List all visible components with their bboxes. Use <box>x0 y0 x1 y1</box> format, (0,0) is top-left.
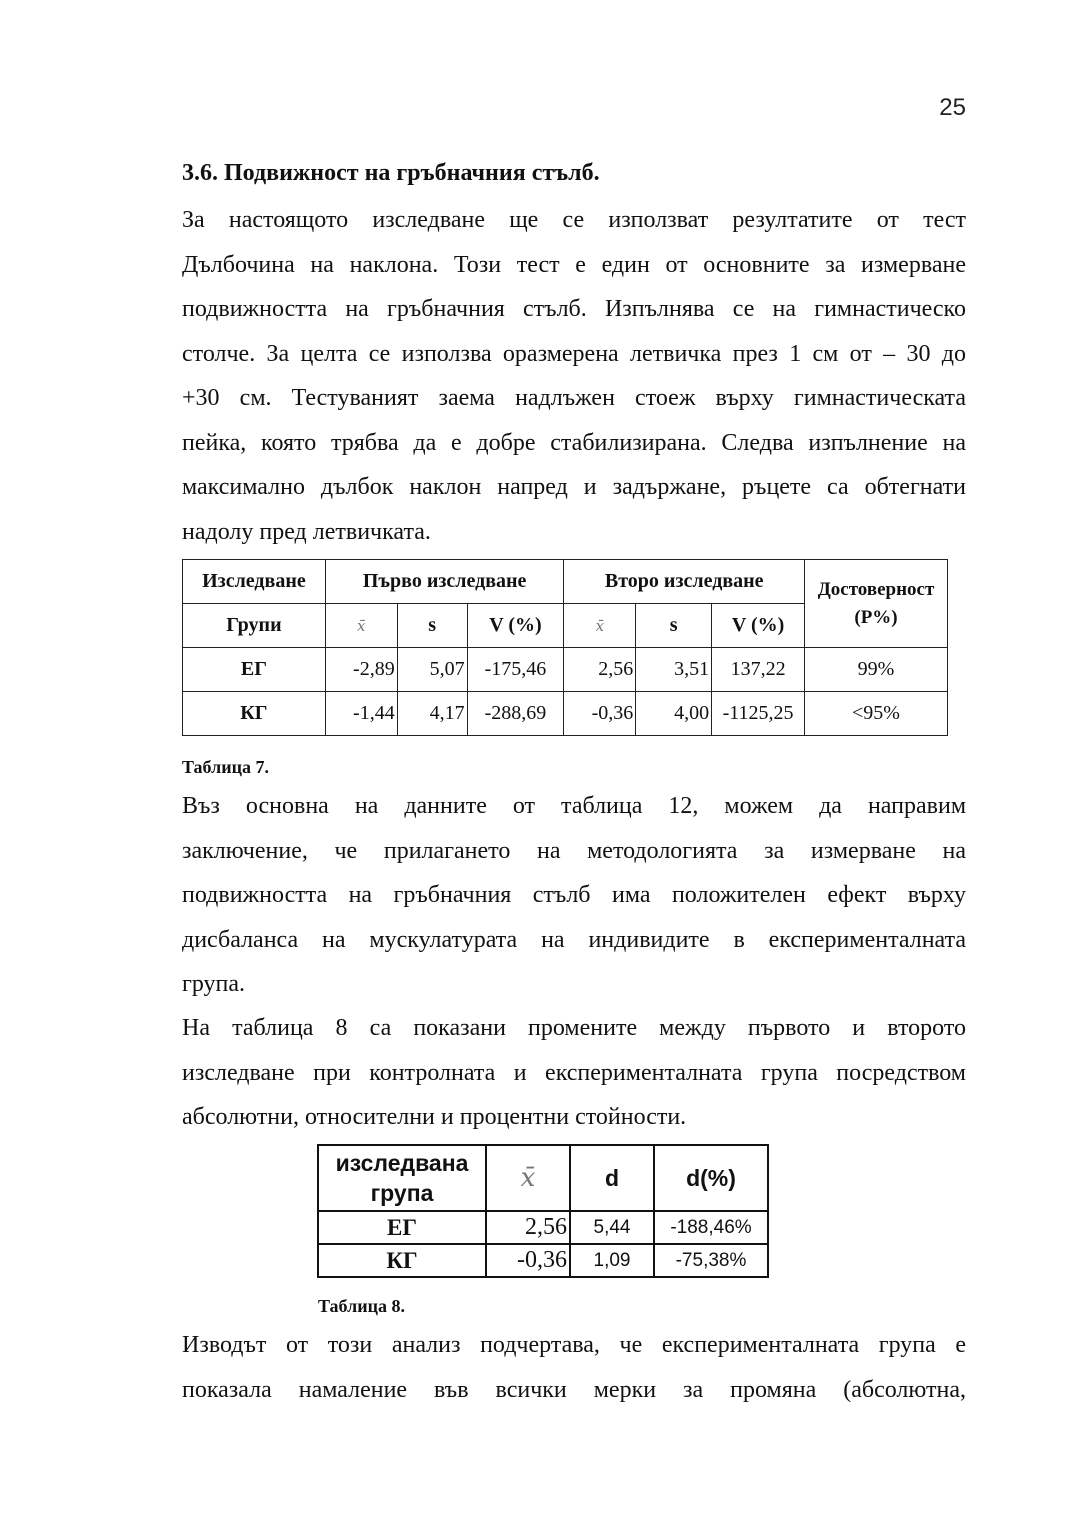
header-reliability: Достоверност (Р%) <box>805 560 948 648</box>
value-cell: -288,69 <box>467 692 564 736</box>
paragraph-test-description <box>182 198 966 554</box>
paragraph-conclusion <box>182 784 966 1007</box>
text-line: пейка, която трябва да е добре стабилизирана. Следва изпълнение на <box>182 429 966 456</box>
table-7-caption: Таблица 7. <box>182 757 269 777</box>
table-8-caption: Таблица 8. <box>318 1296 405 1316</box>
text-line: подвижността на гръбначния стълб има положителен ефект върху <box>182 882 966 908</box>
header-v: V (%) <box>467 604 564 648</box>
value-cell: -75,38% <box>654 1244 768 1277</box>
table-row <box>183 648 948 692</box>
text-line: надолу пред летвичката. <box>182 518 431 545</box>
text-line: група. <box>182 971 246 997</box>
value-cell: 4,17 <box>397 692 467 736</box>
text-line: показала намаление във всички мерки за промяна (абсолютна, <box>182 1376 966 1403</box>
page-number: 25 <box>939 94 966 121</box>
group-cell: КГ <box>183 692 326 736</box>
value-cell: -2,89 <box>325 648 397 692</box>
text-line: изследване при контролната и експерименталната група посредством <box>182 1059 966 1086</box>
value-cell: 5,44 <box>570 1211 654 1244</box>
table-7 <box>182 559 948 736</box>
table-row <box>183 692 948 736</box>
value-cell: 137,22 <box>712 648 805 692</box>
header-d-percent: d(%) <box>654 1145 768 1211</box>
text-line: +30 см. Тестуваният заема надлъжен стоеж върху гимнастическата <box>182 385 966 411</box>
header-v: V (%) <box>712 604 805 648</box>
header-groups: Групи <box>183 604 326 648</box>
group-cell: ЕГ <box>183 648 326 692</box>
mean-symbol: x̄ <box>520 1163 536 1193</box>
table-row <box>318 1211 768 1244</box>
text-line: столче. За целта се използва оразмерена летвичка през 1 см от – 30 до <box>182 340 966 367</box>
value-cell: -0,36 <box>486 1244 570 1277</box>
header-s: s <box>397 604 467 648</box>
text-line: дисбаланса на мускулатурата на индивидите в експерименталната <box>182 926 966 953</box>
value-cell: 1,09 <box>570 1244 654 1277</box>
header-study: Изследване <box>183 560 326 604</box>
text-line: За настоящото изследване ще се използват резултатите от тест <box>182 207 966 233</box>
value-cell: -1125,25 <box>712 692 805 736</box>
value-cell: 2,56 <box>486 1211 570 1244</box>
text-line: Изводът от този анализ подчертава, че експерименталната група е <box>182 1332 966 1358</box>
value-cell: 3,51 <box>636 648 712 692</box>
value-cell: <95% <box>805 692 948 736</box>
mean-symbol: x̄ <box>595 617 605 635</box>
table-8 <box>317 1144 769 1278</box>
text-line: подвижността на гръбначния стълб. Изпълнява се на гимнастическо <box>182 296 966 322</box>
header-second-study: Второ изследване <box>564 560 805 604</box>
value-cell: -175,46 <box>467 648 564 692</box>
value-cell: 5,07 <box>397 648 467 692</box>
value-cell: 99% <box>805 648 948 692</box>
text-line: Въз основна на данните от таблица 12, можем да направим <box>182 793 966 819</box>
value-cell: -0,36 <box>564 692 636 736</box>
group-cell: КГ <box>318 1244 486 1277</box>
paragraph-analysis <box>182 1323 966 1412</box>
value-cell: 4,00 <box>636 692 712 736</box>
text-line: абсолютни, относителни и процентни стойности. <box>182 1104 687 1130</box>
header-d: d <box>570 1145 654 1211</box>
paragraph-table8-intro <box>182 1006 966 1140</box>
text-line: Дълбочина на наклона. Този тест е един от основните за измерване <box>182 251 966 278</box>
header-s: s <box>636 604 712 648</box>
group-cell: ЕГ <box>318 1211 486 1244</box>
mean-symbol: x̄ <box>357 617 366 635</box>
text-line: На таблица 8 са показани промените между първото и второто <box>182 1015 966 1041</box>
value-cell: -1,44 <box>325 692 397 736</box>
section-heading: 3.6. Подвижност на гръбначния стълб. <box>182 160 600 186</box>
value-cell: 2,56 <box>564 648 636 692</box>
text-line: максимално дълбок наклон напред и задържане, ръцете са обтегнати <box>182 474 966 500</box>
text-line: заключение, че прилагането на методологията за измерване на <box>182 837 966 864</box>
header-group: изследвана група <box>318 1145 486 1211</box>
value-cell: -188,46% <box>654 1211 768 1244</box>
table-row <box>318 1244 768 1277</box>
header-first-study: Първо изследване <box>325 560 564 604</box>
